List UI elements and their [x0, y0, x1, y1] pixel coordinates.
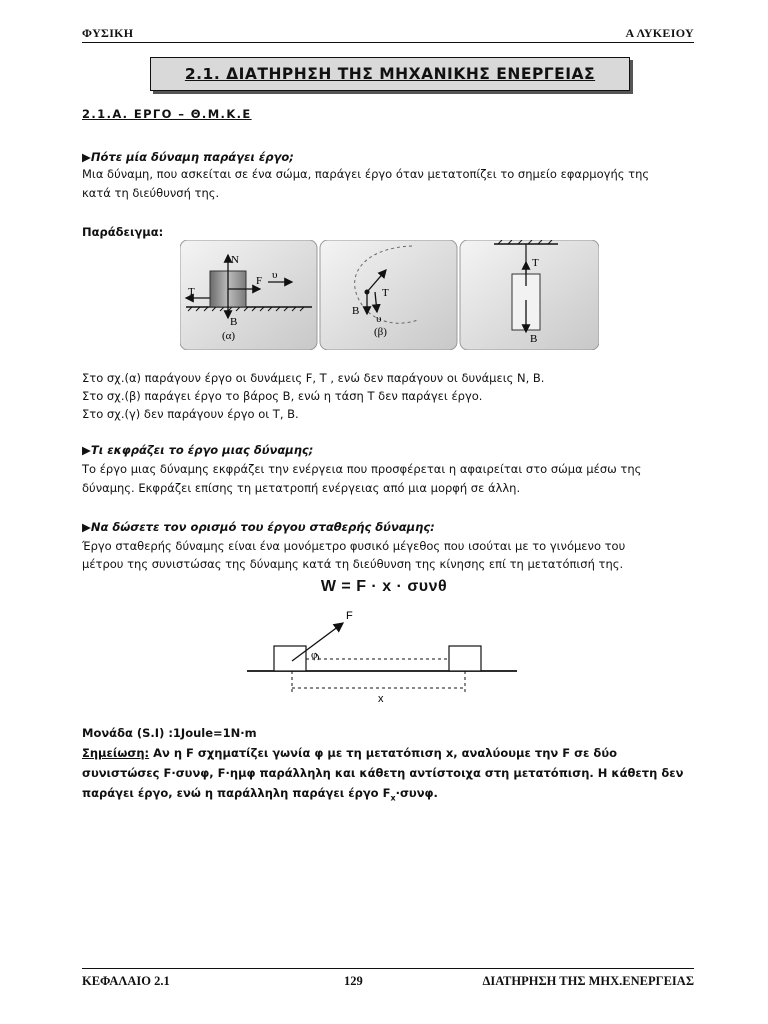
force-F-label: F — [256, 275, 263, 287]
header-grade: Α ΛΥΚΕΙΟΥ — [625, 26, 694, 40]
chapter-title-box — [150, 57, 630, 91]
footer-topic: ΔΙΑΤΗΡΗΣΗ ΤΗΣ ΜΗΧ.ΕΝΕΡΓΕΙΑΣ — [482, 974, 694, 988]
example-label: Παράδειγμα: — [82, 225, 164, 239]
question-3-line-2: μέτρου της συνιστώσας της δύναμης κατά τη διεύθυνση της κίνησης επί τη μετατόπισή της. — [82, 557, 624, 571]
example-line-2: Στο σχ.(β) παράγει έργο το βάρος Β, ενώ η τάση Τ δεν παράγει έργο. — [82, 389, 483, 403]
triangle-bullet-icon: ▶ — [82, 150, 91, 164]
footer-rule — [82, 968, 694, 969]
note-label: Σημείωση: — [82, 746, 150, 760]
question-3-heading: ▶Να δώσετε τον ορισμό του έργου σταθερής δύναμης: — [82, 520, 435, 534]
panel-b — [320, 240, 457, 350]
question-1-heading: ▶Πότε μία δύναμη παράγει έργο; — [82, 150, 294, 164]
diagram-x-label: x — [378, 693, 384, 705]
note-line-3: παράγει έργο, ενώ η παράλληλη παράγει έργο $F_x\cdot\sigma\upsilon\nu\varphi$. — [82, 786, 438, 803]
force-N-label: N — [231, 254, 239, 266]
page-header — [82, 26, 694, 40]
caption-b: (β) — [374, 326, 387, 338]
unit-line: Μονάδα (S.I) :1Joule=1N·m — [82, 726, 257, 740]
work-diagram — [245, 605, 520, 705]
page-footer — [82, 974, 694, 990]
caption-a: (α) — [222, 330, 236, 342]
question-2-heading: ▶Τι εκφράζει το έργο μιας δύναμης; — [82, 443, 314, 457]
example-line-1: Στο σχ.(α) παράγουν έργο οι δυνάμεις F, Τ , ενώ δεν παράγουν οι δυνάμεις Ν, Β. — [82, 371, 545, 385]
velocity-v-label: υ — [272, 269, 278, 281]
panel-a — [180, 240, 317, 350]
question-1-line-1: Μια δύναμη, που ασκείται σε ένα σώμα, παράγει έργο όταν μετατοπίζει το σημείο εφαρμογής της — [82, 167, 650, 181]
question-3-line-1: Έργο σταθερής δύναμης είναι ένα μονόμετρο φυσικό μέγεθος που ισούται με το γινόμενο του — [82, 539, 626, 553]
tension-T-label-c: T — [532, 257, 539, 269]
footer-page-number: 129 — [344, 974, 363, 988]
note-line-2: συνιστώσες F·συνφ, F·ημφ παράλληλη και κάθετη αντίστοιχα στη μετατόπιση. Η κάθετη δεν — [82, 766, 684, 780]
diagram-F-label: F — [346, 610, 353, 622]
question-2-line-2: δύναμης. Εκφράζει επίσης τη μετατροπή ενέργειας από μια μορφή σε άλλη. — [82, 481, 521, 495]
note-line-1: Σημείωση: Αν η F σχηματίζει γωνία φ με τη μετατόπιση x, αναλύουμε την F σε δύο — [82, 746, 618, 760]
weight-B-label-b: B — [352, 305, 360, 317]
triangle-bullet-icon: ▶ — [82, 520, 91, 534]
diagram-angle-label: φ — [311, 649, 318, 661]
chapter-title: 2.1. ΔΙΑΤΗΡΗΣΗ ΤΗΣ ΜΗΧΑΝΙΚΗΣ ΕΝΕΡΓΕΙΑΣ — [184, 65, 596, 83]
force-examples-figure — [180, 240, 599, 350]
panel-c — [460, 240, 599, 350]
example-line-3: Στο σχ.(γ) δεν παράγουν έργο οι Τ, Β. — [82, 407, 299, 421]
tension-T-label-b: T — [382, 287, 389, 299]
section-heading: 2.1.Α. ΕΡΓΟ – Θ.Μ.Κ.Ε — [82, 107, 252, 121]
triangle-bullet-icon: ▶ — [82, 443, 91, 457]
header-rule — [82, 42, 694, 43]
footer-chapter: ΚΕΦΑΛΑΙΟ 2.1 — [82, 974, 170, 988]
weight-B-label: B — [230, 316, 238, 328]
velocity-v-label-b: υ — [376, 313, 382, 325]
tension-T-label: T — [188, 286, 195, 298]
header-subject: ΦΥΣΙΚΗ — [82, 26, 134, 40]
weight-B-label-c: B — [530, 333, 538, 345]
work-formula: W = F · x · συνθ — [320, 578, 448, 595]
question-2-line-1: Το έργο μιας δύναμης εκφράζει την ενέργεια που προσφέρεται η αφαιρείται στο σώμα μέσω της — [82, 462, 642, 476]
question-1-line-2: κατά τη διεύθυνσή της. — [82, 186, 220, 200]
